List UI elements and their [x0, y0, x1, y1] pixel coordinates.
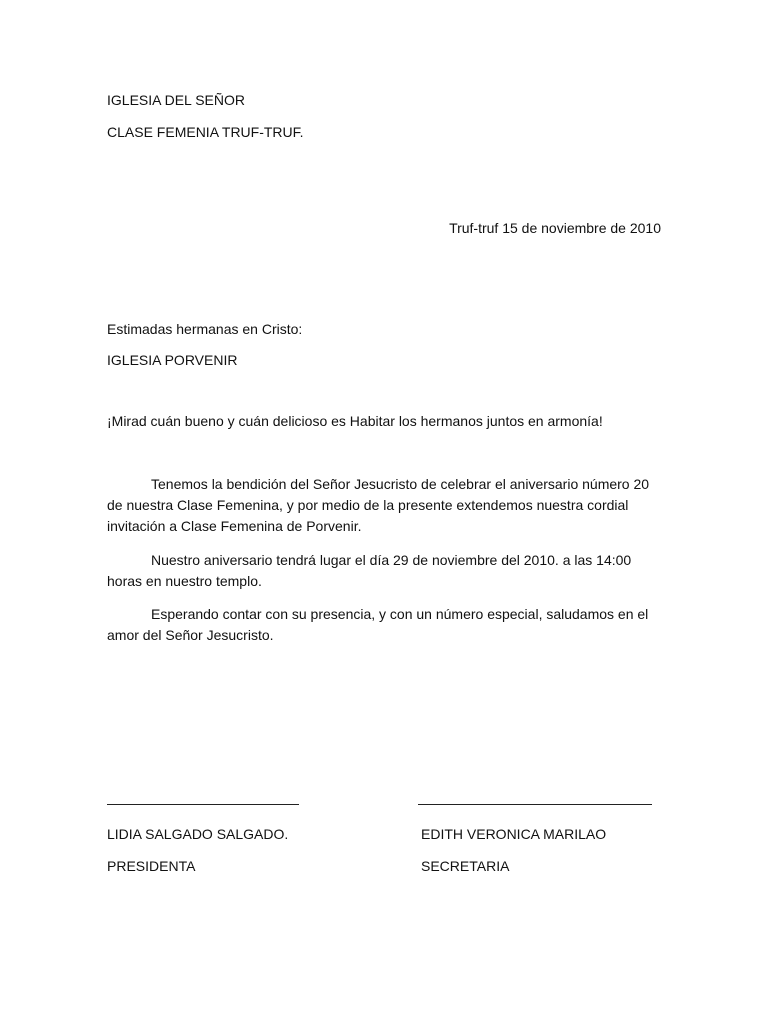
class-name: CLASE FEMENIA TRUF-TRUF. — [107, 124, 304, 140]
body-paragraph-2: Nuestro aniversario tendrá lugar el día 29 de noviembre del 2010. a las 14:00 horas en nuestro templo. — [107, 552, 632, 589]
signatory-right-name: EDITH VERONICA MARILAO — [421, 826, 607, 842]
signatory-left-title: PRESIDENTA — [107, 858, 196, 874]
recipient: IGLESIA PORVENIR — [107, 352, 238, 368]
salutation: Estimadas hermanas en Cristo: — [107, 321, 303, 337]
signature-line-right — [418, 804, 652, 805]
church-name: IGLESIA DEL SEÑOR — [107, 92, 245, 108]
bible-verse: ¡Mirad cuán bueno y cuán delicioso es Habitar los hermanos juntos en armonía! — [107, 413, 603, 429]
signatory-left-name: LIDIA SALGADO SALGADO. — [107, 826, 289, 842]
body-paragraph-1: Tenemos la bendición del Señor Jesucristo de celebrar el aniversario número 20 de nuestra Clase Femenina, y por medio de la presente extendemos nuestra cordial invitación a Clase Femenina de Porvenir. — [107, 476, 650, 534]
body-paragraph-3: Esperando contar con su presencia, y con un número especial, saludamos en el amor del Señor Jesucristo. — [107, 606, 649, 643]
signatory-right-title: SECRETARIA — [421, 858, 510, 874]
signature-line-left — [107, 804, 299, 805]
date-line: Truf-truf 15 de noviembre de 2010 — [449, 220, 661, 236]
